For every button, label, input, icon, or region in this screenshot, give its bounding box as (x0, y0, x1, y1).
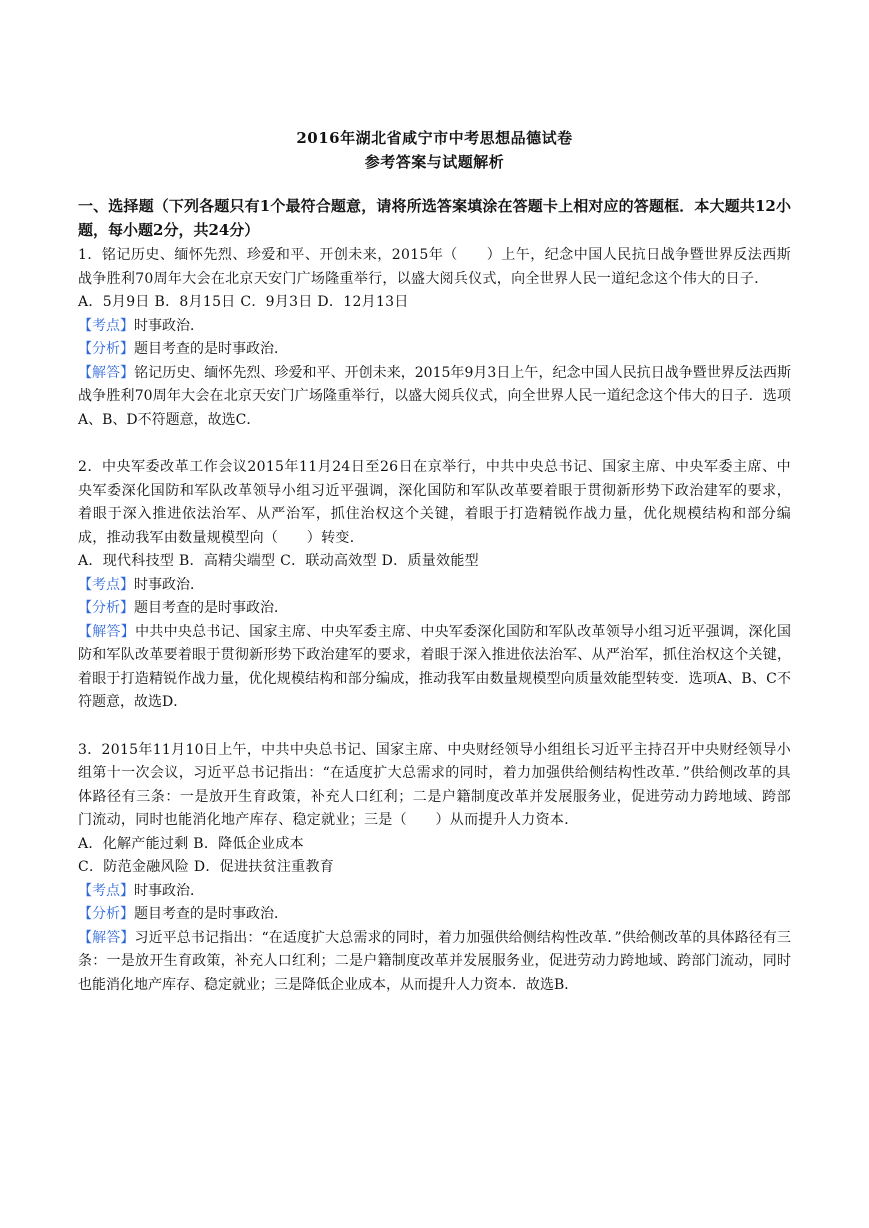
jieda-row (78, 362, 791, 433)
fenxi-text: 题目考查的是时事政治． (134, 600, 288, 616)
fenxi-row (78, 597, 791, 621)
question-2 (78, 456, 791, 715)
question-options-line-1: A．化解产能过剩 B．降低企业成本 (78, 835, 304, 852)
question-stem: 1．铭记历史、缅怀先烈、珍爱和平、开创未来，2015年（ ）上午，纪念中国人民抗日战争暨世界反法西斯战争胜利70周年大会在北京天安门广场隆重举行，以盛大阅兵仪式，向全世界人民一道纪念这个伟大的日子． (78, 247, 791, 287)
jieda-tag: 【解答】 (78, 929, 135, 946)
fenxi-tag: 【分析】 (78, 600, 134, 616)
question-options: A．5月9日 B．8月15日 C．9月3日 D．12月13日 (78, 294, 409, 310)
section-title: 一、选择题（下列各题只有1个最符合题意，请将所选答案填涂在答题卡上相对应的答题框．本大题共12小题，每小题2分，共24分） (78, 197, 791, 239)
question-3 (78, 739, 791, 998)
kaodian-text: 时事政治． (134, 576, 204, 593)
kaodian-row (78, 315, 791, 339)
fenxi-text: 题目考查的是时事政治． (134, 906, 288, 922)
jieda-row (78, 621, 791, 715)
fenxi-text: 题目考查的是时事政治． (134, 341, 288, 357)
fenxi-tag: 【分析】 (78, 341, 134, 357)
kaodian-row (78, 574, 791, 598)
jieda-text: 中共中央总书记、国家主席、中央军委主席、中央军委深化国防和军队改革领导小组习近平强调，深化国防和军队改革要着眼于贯彻新形势下政治建军的要求，着眼于深入推进依法治军、从严治军，抓住治权这个关键，着眼于打造精锐作战力量，优化规模结构和部分编成，推动我军由数量规模型向质量效能型转变．选项A、B、C不符题意，故选D． (78, 623, 791, 710)
kaodian-tag: 【考点】 (78, 576, 134, 593)
question-stem: 2．中央军委改革工作会议2015年11月24日至26日在京举行，中共中央总书记、国家主席、中央军委主席、中央军委深化国防和军队改革领导小组习近平强调，深化国防和军队改革要着眼于贯彻新形势下政治建军的要求，着眼于深入推进依法治军、从严治军，抓住治权这个关键，着眼于打造精锐作战力量，优化规模结构和部分编成，推动我军由数量规模型向（ ）转变． (78, 459, 791, 546)
kaodian-text: 时事政治． (134, 882, 204, 899)
kaodian-row (78, 880, 791, 904)
jieda-tag: 【解答】 (78, 623, 136, 640)
fenxi-row (78, 338, 791, 362)
fenxi-row (78, 903, 791, 927)
fenxi-tag: 【分析】 (78, 906, 134, 922)
title-block (78, 126, 791, 174)
jieda-row (78, 927, 791, 998)
question-stem: 3．2015年11月10日上午，中共中央总书记、国家主席、中央财经领导小组组长习近平主持召开中央财经领导小组第十一次会议，习近平总书记指出：“在适度扩大总需求的同时，着力加强供给侧结构性改革．”供给侧改革的具体路径有三条：一是放开生育政策，补充人口红利；二是户籍制度改革并发展服务业，促进劳动力跨地域、跨部门流动，同时也能消化地产库存、稳定就业；三是（ ）从而提升人力资本． (78, 741, 791, 828)
document-subtitle: 参考答案与试题解析 (364, 153, 505, 171)
kaodian-text: 时事政治． (134, 317, 204, 334)
document-title: 2016年湖北省咸宁市中考思想品德试卷 (296, 129, 573, 147)
question-options-line-2: C．防范金融风险 D．促进扶贫注重教育 (78, 859, 335, 875)
kaodian-tag: 【考点】 (78, 882, 134, 899)
kaodian-tag: 【考点】 (78, 317, 134, 334)
jieda-text: 铭记历史、缅怀先烈、珍爱和平、开创未来，2015年9月3日上午，纪念中国人民抗日战争暨世界反法西斯战争胜利70周年大会在北京天安门广场隆重举行，以盛大阅兵仪式，向全世界人民一道纪念这个伟大的日子．选项A、B、D不符题意，故选C． (78, 364, 792, 428)
question-options: A．现代科技型 B．高精尖端型 C．联动高效型 D．质量效能型 (78, 553, 479, 569)
jieda-tag: 【解答】 (78, 364, 135, 381)
question-1 (78, 244, 791, 432)
jieda-text: 习近平总书记指出：“在适度扩大总需求的同时，着力加强供给侧结构性改革．”供给侧改革的具体路径有三条：一是放开生育政策，补充人口红利；二是户籍制度改革并发展服务业，促进劳动力跨地域、跨部门流动，同时也能消化地产库存、稳定就业；三是降低企业成本，从而提升人力资本．故选B． (78, 929, 792, 993)
